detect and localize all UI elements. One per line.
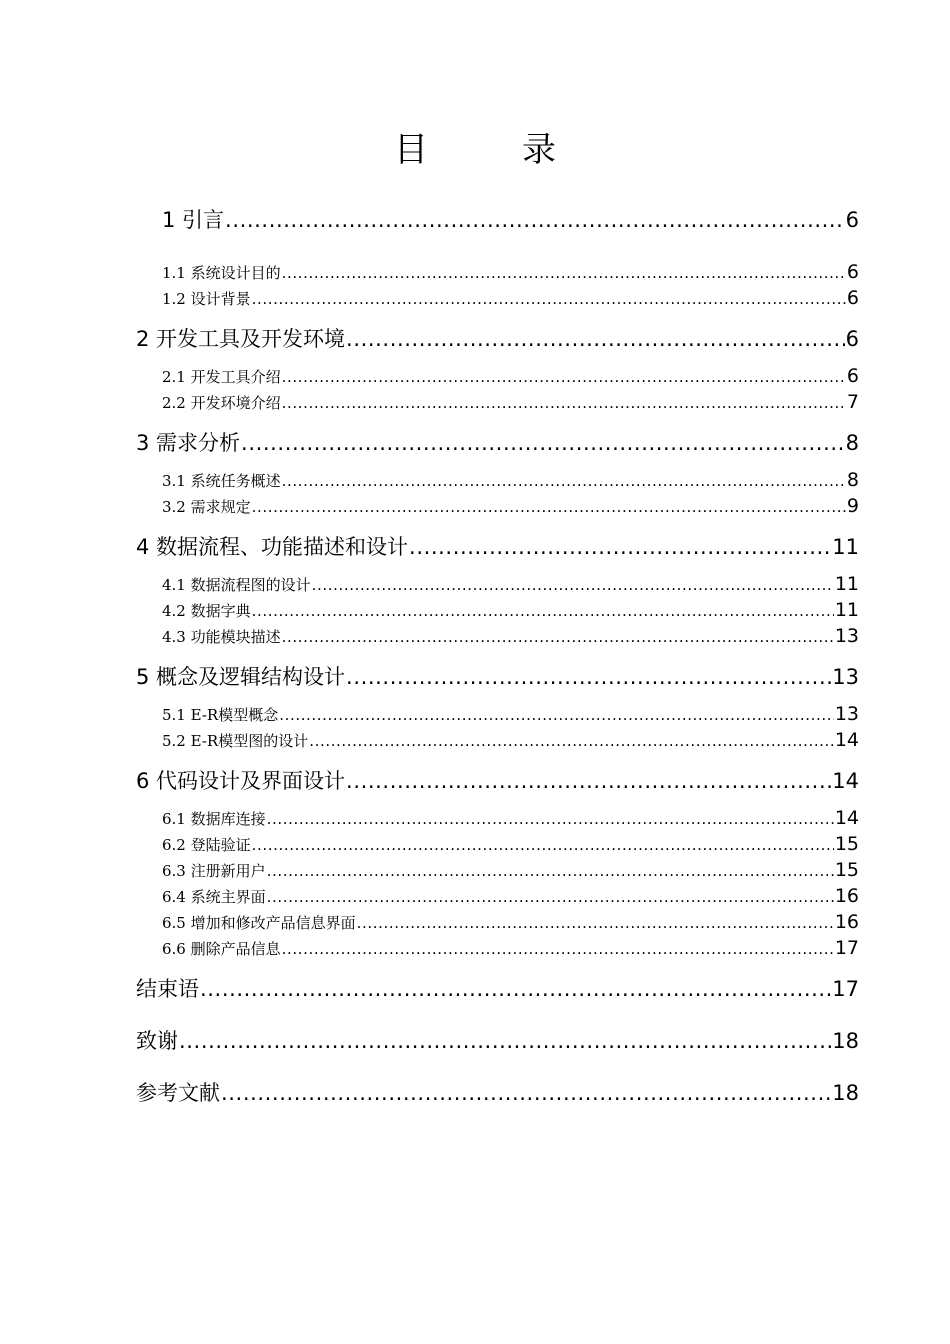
- toc-entry-label: 6.6 删除产品信息: [162, 940, 281, 958]
- dot-leader: [282, 470, 846, 492]
- dot-leader: [252, 834, 834, 856]
- toc-entry-section-4-1[interactable]: [162, 573, 859, 596]
- toc-entry-page: 11: [834, 599, 859, 621]
- dot-leader: [346, 326, 845, 352]
- dot-leader: [200, 976, 831, 1002]
- dot-leader: [282, 938, 834, 960]
- toc-entry-page: 6: [845, 327, 859, 351]
- toc-entry-chapter-5[interactable]: [136, 664, 859, 690]
- toc-entry-label: 6.2 登陆验证: [162, 836, 251, 854]
- toc-entry-section-6-4[interactable]: [162, 885, 859, 908]
- toc-entry-section-6-2[interactable]: [162, 833, 859, 856]
- dot-leader: [267, 860, 834, 882]
- toc-entry-section-6-1[interactable]: [162, 807, 859, 830]
- toc-entry-label: 3.2 需求规定: [162, 498, 251, 516]
- toc-entry-section-1-2[interactable]: [162, 287, 859, 310]
- dot-leader: [309, 730, 834, 752]
- toc-entry-label: 致谢: [136, 1029, 178, 1053]
- toc-entry-page: 16: [834, 911, 859, 933]
- dot-leader: [225, 207, 845, 233]
- dot-leader: [252, 496, 846, 518]
- toc-entry-page: 13: [832, 665, 859, 689]
- toc-entry-page: 8: [846, 469, 859, 491]
- toc-entry-label: 1.2 设计背景: [162, 290, 251, 308]
- dot-leader: [267, 808, 834, 830]
- toc-entry-section-4-2[interactable]: [162, 599, 859, 622]
- toc-entry-chapter-3[interactable]: [136, 430, 859, 456]
- toc-entry-page: 17: [832, 977, 859, 1001]
- toc-entry-section-2-1[interactable]: [162, 365, 859, 388]
- toc-entry-section-5-1[interactable]: [162, 703, 859, 726]
- toc-entry-label: 1.1 系统设计目的: [162, 264, 281, 282]
- toc-entry-chapter-6[interactable]: [136, 768, 859, 794]
- toc-entry-label: 6.1 数据库连接: [162, 810, 266, 828]
- toc-entry-label: 2.2 开发环境介绍: [162, 394, 281, 412]
- dot-leader: [409, 534, 831, 560]
- toc-entry-page: 14: [832, 769, 859, 793]
- toc-entry-section-2-2[interactable]: [162, 391, 859, 414]
- toc-entry-page: 13: [834, 703, 859, 725]
- toc-entry-label: 2.1 开发工具介绍: [162, 368, 281, 386]
- dot-leader: [282, 262, 846, 284]
- dot-leader: [241, 430, 845, 456]
- dot-leader: [282, 626, 834, 648]
- toc-entry-section-1-1[interactable]: [162, 261, 859, 284]
- toc-entry-page: 6: [846, 287, 859, 309]
- dot-leader: [267, 886, 834, 908]
- toc-entry-references[interactable]: [136, 1080, 859, 1106]
- toc-entry-section-5-2[interactable]: [162, 729, 859, 752]
- toc-entry-page: 9: [846, 495, 859, 517]
- toc-entry-section-6-3[interactable]: [162, 859, 859, 882]
- toc-entry-page: 6: [845, 208, 859, 232]
- toc-entry-page: 17: [834, 937, 859, 959]
- toc-entry-section-3-1[interactable]: [162, 469, 859, 492]
- toc-entry-label: 3 需求分析: [136, 431, 241, 455]
- toc-entry-page: 18: [832, 1029, 859, 1053]
- toc-entry-label: 参考文献: [136, 1081, 220, 1105]
- toc-entry-chapter-1[interactable]: [162, 207, 859, 233]
- toc-entry-label: 5.1 E-R模型概念: [162, 706, 279, 724]
- toc-entry-label: 6.5 增加和修改产品信息界面: [162, 914, 356, 932]
- toc-entry-label: 4.1 数据流程图的设计: [162, 576, 311, 594]
- dot-leader: [279, 704, 834, 726]
- toc-entry-label: 5.2 E-R模型图的设计: [162, 732, 309, 750]
- toc-entry-label: 4 数据流程、功能描述和设计: [136, 535, 409, 559]
- dot-leader: [252, 288, 846, 310]
- dot-leader: [252, 600, 834, 622]
- dot-leader: [346, 664, 831, 690]
- toc-entry-page: 14: [834, 807, 859, 829]
- toc-entry-label: 5 概念及逻辑结构设计: [136, 665, 346, 689]
- toc-entry-section-3-2[interactable]: [162, 495, 859, 518]
- dot-leader: [282, 392, 846, 414]
- toc-entry-label: 4.2 数据字典: [162, 602, 251, 620]
- toc-entry-acknowledgements[interactable]: [136, 1028, 859, 1054]
- toc-entry-chapter-4[interactable]: [136, 534, 859, 560]
- dot-leader: [346, 768, 831, 794]
- toc-entry-chapter-2[interactable]: [136, 326, 859, 352]
- toc-entry-page: 16: [834, 885, 859, 907]
- toc-entry-label: 2 开发工具及开发环境: [136, 327, 346, 351]
- dot-leader: [312, 574, 834, 596]
- toc-entry-page: 11: [834, 573, 859, 595]
- toc-entry-page: 6: [846, 261, 859, 283]
- toc-entry-label: 4.3 功能模块描述: [162, 628, 281, 646]
- toc-entry-label: 6.3 注册新用户: [162, 862, 266, 880]
- toc-entry-page: 14: [834, 729, 859, 751]
- dot-leader: [179, 1028, 831, 1054]
- toc-entry-label: 6 代码设计及界面设计: [136, 769, 346, 793]
- toc-entry-page: 15: [834, 859, 859, 881]
- toc-entry-label: 3.1 系统任务概述: [162, 472, 281, 490]
- toc-entry-page: 6: [846, 365, 859, 387]
- toc-entry-label: 1 引言: [162, 208, 225, 232]
- toc-entry-page: 13: [834, 625, 859, 647]
- dot-leader: [221, 1080, 831, 1106]
- dot-leader: [357, 912, 834, 934]
- page-title: 目 录: [394, 130, 586, 170]
- toc-entry-section-6-6[interactable]: [162, 937, 859, 960]
- toc-entry-page: 7: [846, 391, 859, 413]
- toc-entry-page: 11: [832, 535, 859, 559]
- toc-entry-page: 8: [845, 431, 859, 455]
- toc-entry-section-4-3[interactable]: [162, 625, 859, 648]
- toc-entry-page: 15: [834, 833, 859, 855]
- toc-entry-section-6-5[interactable]: [162, 911, 859, 934]
- dot-leader: [282, 366, 846, 388]
- toc-entry-conclusion[interactable]: [136, 976, 859, 1002]
- toc-entry-page: 18: [832, 1081, 859, 1105]
- toc-entry-label: 结束语: [136, 977, 199, 1001]
- toc-entry-label: 6.4 系统主界面: [162, 888, 266, 906]
